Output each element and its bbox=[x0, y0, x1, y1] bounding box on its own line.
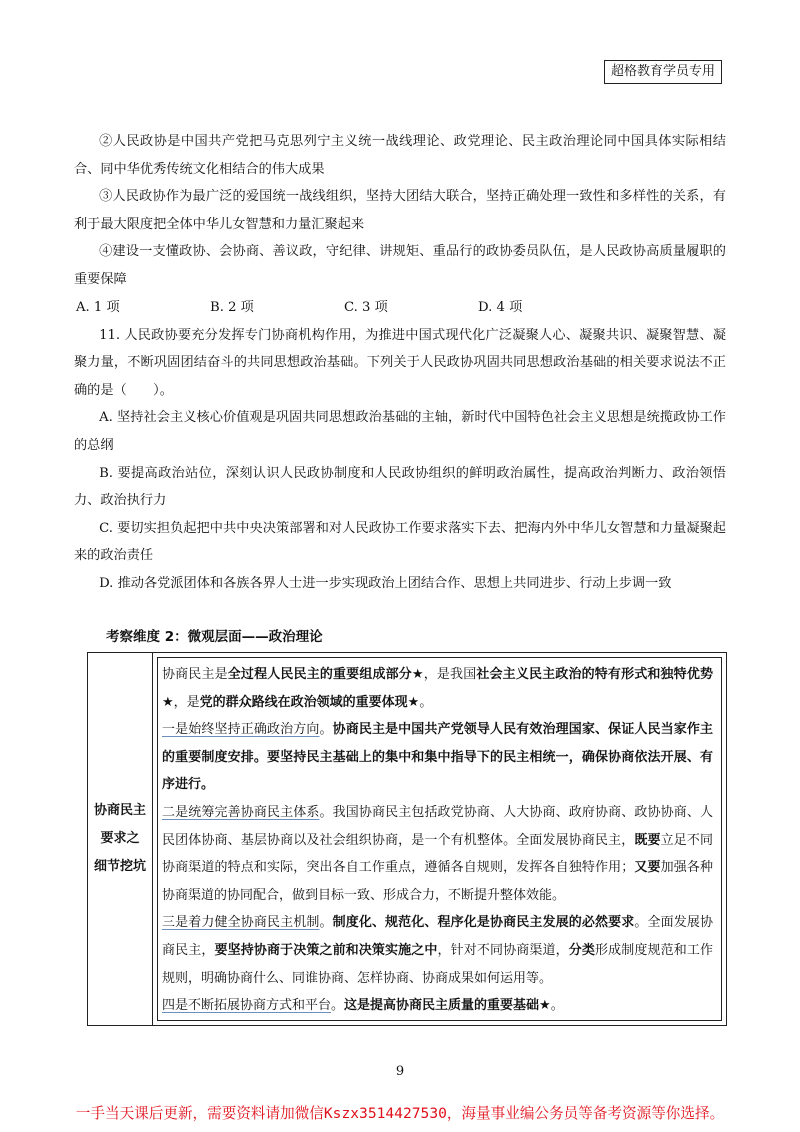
q10-item-4: ④建设一支懂政协、会协商、善议政，守纪律、讲规矩、重品行的政协委员队伍，是人民政协高质量履职的重要保障 bbox=[74, 244, 726, 287]
footer-notice: 一手当天课后更新，需要资料请加微信Kszx3514427530，海量事业编公务员等备考资源等你选择。 bbox=[75, 1105, 725, 1122]
bold-run: 全过程人民民主的重要组成部分★ bbox=[227, 667, 424, 682]
bold-run: 要坚持协商于决策之前和决策实施之中 bbox=[214, 942, 438, 958]
text-run: ，针对不同协商渠道， bbox=[437, 942, 569, 958]
notes-point-3 bbox=[162, 909, 713, 992]
q10-options bbox=[74, 294, 726, 322]
text-run: 。我国协商民主包括政党协商、人大协商、政府协商、政协协商、人民团体协商、基层协商以及社会组织协商，是一个有机整体。全面发展协商民主， bbox=[162, 804, 713, 848]
notes-point-2 bbox=[162, 799, 713, 909]
bold-run: 又要 bbox=[634, 860, 661, 876]
q11-option-a[interactable]: A. 坚持社会主义核心价值观是巩固共同思想政治基础的主轴，新时代中国特色社会主义思想是统揽政协工作的总纲 bbox=[74, 410, 726, 453]
bold-run: 既要 bbox=[634, 832, 661, 848]
text-run: 。 bbox=[419, 694, 433, 710]
notes-label bbox=[94, 797, 146, 881]
notes-label-line: 协商民主 bbox=[94, 803, 147, 818]
notes-intro bbox=[162, 661, 713, 716]
bold-run: 制度化、规范化、程序化是协商民主发展的必然要求 bbox=[332, 915, 635, 931]
page-number: 9 bbox=[395, 1064, 405, 1079]
question-content bbox=[74, 128, 726, 598]
q11-option-c[interactable]: C. 要切实担负起把中共中央决策部署和对人民政协工作要求落实下去、把海内外中华儿女智慧和力量凝聚起来的政治责任 bbox=[74, 520, 726, 564]
notes-point-1 bbox=[162, 716, 713, 799]
underlined-run: 三是着力健全协商民主机制 bbox=[162, 915, 320, 931]
text-run: 。 bbox=[331, 998, 345, 1014]
notes-point-4 bbox=[162, 992, 713, 1020]
bold-run: 党的群众路线在政治领域的重要体现★ bbox=[199, 694, 420, 710]
text-run: 。 bbox=[319, 722, 333, 738]
underlined-run: 四是不断拓展协商方式和平台 bbox=[162, 998, 332, 1014]
q10-item-2: ②人民政协是中国共产党把马克思列宁主义统一战线理论、政党理论、民主政治理论同中国具体实际相结合、同中华优秀传统文化相结合的伟大成果 bbox=[74, 134, 726, 177]
q11-option-d[interactable]: D. 推动各党派团体和各族各界人士进一步实现政治上团结合作、思想上共同进步、行动上步调一致 bbox=[99, 575, 672, 591]
q10-item-3: ③人民政协作为最广泛的爱国统一战线组织，坚持大团结大联合，坚持正确处理一致性和多样性的关系，有利于最大限度把全体中华儿女智慧和力量汇聚起来 bbox=[74, 189, 726, 232]
q10-option-c[interactable]: C. 3 项 bbox=[344, 299, 388, 315]
underlined-run: 二是统筹完善协商民主体系 bbox=[162, 804, 320, 820]
notes-table bbox=[87, 652, 727, 1026]
bold-run: 社会主义民主政治的特有形式和独特优势★ bbox=[162, 667, 713, 710]
text-run: 。 bbox=[550, 998, 564, 1014]
q11-option-b[interactable]: B. 要提高政治站位，深刻认识人民政协制度和人民政协组织的鲜明政治属性，提高政治判断力、政治领悟力、政治执行力 bbox=[74, 465, 726, 509]
text-run: 立足不同协商渠道的特点和实际，突出各自工作重点，遵循各自规则，发挥各自独特作用； bbox=[162, 832, 713, 876]
text-run: ，是我国 bbox=[423, 667, 477, 682]
notes-label-line: 细节挖坑 bbox=[94, 859, 147, 874]
q11-stem: 11. 人民政协要充分发挥专门协商机构作用，为推进中国式现代化广泛凝聚人心、凝聚共识、凝聚智慧、凝聚力量，不断巩固团结奋斗的共同思想政治基础。下列关于人民政协巩固共同思想政治基础的相关要求说法不正确的是（ ）。 bbox=[74, 327, 726, 398]
notes-label-line: 要求之 bbox=[100, 831, 140, 846]
text-run: 协商民主是 bbox=[162, 667, 228, 682]
text-run: 形成制度规范和工作规则，明确协商什么、同谁协商、怎样协商、协商成果如何运用等。 bbox=[162, 942, 713, 986]
text-run: 加强各种协商渠道的协同配合，做到目标一致、形成合力，不断提升整体效能。 bbox=[162, 860, 713, 903]
text-run: ，是 bbox=[173, 694, 200, 710]
notes-body bbox=[157, 657, 722, 1021]
q10-option-d[interactable]: D. 4 项 bbox=[478, 299, 523, 315]
q10-option-b[interactable]: B. 2 项 bbox=[210, 299, 254, 315]
notes-label-cell bbox=[88, 653, 153, 1025]
bold-run: 这是提高协商民主质量的重要基础★ bbox=[344, 998, 551, 1014]
bold-run: 分类 bbox=[568, 942, 595, 958]
text-run: 。全面发展协商民主， bbox=[162, 915, 713, 958]
section-heading: 考察维度 2：微观层面——政治理论 bbox=[106, 629, 323, 645]
header-badge: 超格教育学员专用 bbox=[604, 60, 722, 84]
q10-option-a[interactable]: A. 1 项 bbox=[76, 299, 120, 315]
underlined-run: 一是始终坚持正确政治方向 bbox=[162, 722, 320, 738]
text-run: 。 bbox=[319, 915, 333, 931]
bold-run: 协商民主是中国共产党领导人民有效治理国家、保证人民当家作主的重要制度安排。要坚持民主基础上的集中和集中指导下的民主相统一，确保协商依法开展、有序进行。 bbox=[162, 722, 713, 793]
